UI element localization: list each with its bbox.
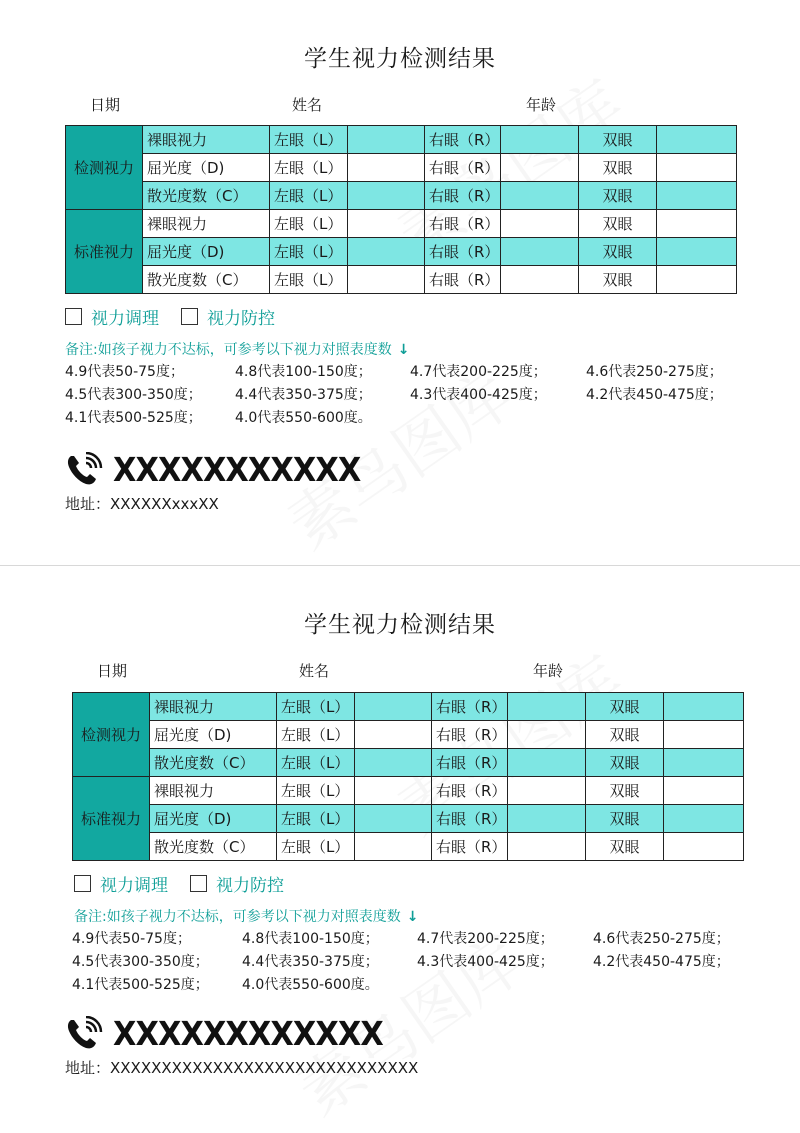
both-eyes-label: 双眼	[579, 126, 657, 154]
reference-item: 4.1代表500-525度；	[72, 977, 209, 993]
right-eye-value[interactable]	[501, 238, 579, 266]
reference-row	[65, 361, 745, 384]
right-eye-label: 右眼（R）	[425, 182, 501, 210]
both-eyes-label: 双眼	[586, 693, 664, 721]
right-eye-value[interactable]	[508, 777, 586, 805]
table-row	[73, 721, 744, 749]
left-eye-value[interactable]	[348, 266, 425, 294]
reference-row	[65, 407, 745, 430]
left-eye-label: 左眼（L）	[270, 266, 348, 294]
both-eyes-label: 双眼	[586, 805, 664, 833]
age-label: 年龄	[526, 96, 557, 114]
both-eyes-value[interactable]	[657, 182, 737, 210]
phone-number: XXXXXXXXXXX	[113, 450, 361, 489]
both-eyes-value[interactable]	[657, 238, 737, 266]
left-eye-label: 左眼（L）	[270, 210, 348, 238]
option-label: 视力防控	[207, 309, 275, 329]
right-eye-label: 右眼（R）	[432, 721, 508, 749]
address: 地址：XXXXXXxxxXX	[65, 495, 219, 513]
group-label-standard: 标准视力	[66, 210, 143, 294]
name-label: 姓名	[292, 96, 323, 114]
row-label: 散光度数（C）	[150, 749, 277, 777]
both-eyes-value[interactable]	[664, 721, 744, 749]
left-eye-label: 左眼（L）	[277, 693, 355, 721]
reference-row	[65, 384, 745, 407]
row-label: 裸眼视力	[143, 210, 270, 238]
reference-item: 4.9代表50-75度；	[72, 931, 191, 947]
table-row	[73, 805, 744, 833]
reference-item: 4.6代表250-275度；	[586, 364, 723, 380]
row-label: 屈光度（D)	[143, 238, 270, 266]
option-label: 视力防控	[216, 876, 284, 896]
row-label: 散光度数（C）	[150, 833, 277, 861]
checkbox[interactable]	[190, 875, 207, 892]
arrow-down-icon: ↓	[406, 909, 419, 925]
reference-item: 4.0代表550-600度。	[235, 410, 372, 426]
both-eyes-label: 双眼	[586, 749, 664, 777]
reference-list	[72, 928, 752, 997]
reference-list	[65, 361, 745, 430]
note-text: 备注:如孩子视力不达标，可参考以下视力对照表度数	[65, 342, 392, 358]
phone-icon	[65, 452, 105, 488]
left-eye-value[interactable]	[348, 126, 425, 154]
phone-icon	[65, 1016, 105, 1052]
reference-item: 4.8代表100-150度；	[235, 364, 372, 380]
reference-item: 4.4代表350-375度；	[235, 387, 372, 403]
both-eyes-value[interactable]	[664, 693, 744, 721]
left-eye-value[interactable]	[348, 238, 425, 266]
both-eyes-value[interactable]	[657, 266, 737, 294]
right-eye-label: 右眼（R）	[432, 749, 508, 777]
reference-item: 4.5代表300-350度；	[65, 387, 202, 403]
row-label: 屈光度（D)	[150, 805, 277, 833]
both-eyes-label: 双眼	[586, 777, 664, 805]
group-label-tested: 检测视力	[73, 693, 150, 777]
row-label: 裸眼视力	[150, 693, 277, 721]
row-label: 屈光度（D)	[143, 154, 270, 182]
reference-item: 4.3代表400-425度；	[417, 954, 554, 970]
right-eye-label: 右眼（R）	[432, 777, 508, 805]
group-label-tested: 检测视力	[66, 126, 143, 210]
table-row	[66, 210, 737, 238]
age-label: 年龄	[533, 662, 564, 680]
row-label: 裸眼视力	[150, 777, 277, 805]
arrow-down-icon: ↓	[397, 342, 410, 358]
checkbox[interactable]	[181, 308, 198, 325]
right-eye-label: 右眼（R）	[425, 154, 501, 182]
right-eye-value[interactable]	[508, 749, 586, 777]
option-label: 视力调理	[91, 309, 159, 329]
both-eyes-label: 双眼	[586, 833, 664, 861]
reference-item: 4.3代表400-425度；	[410, 387, 547, 403]
right-eye-value[interactable]	[501, 154, 579, 182]
both-eyes-label: 双眼	[579, 210, 657, 238]
report-title: 学生视力检测结果	[304, 612, 496, 638]
left-eye-value[interactable]	[355, 721, 432, 749]
right-eye-value[interactable]	[501, 266, 579, 294]
left-eye-label: 左眼（L）	[277, 749, 355, 777]
right-eye-value[interactable]	[508, 693, 586, 721]
right-eye-label: 右眼（R）	[432, 693, 508, 721]
reference-item: 4.2代表450-475度；	[586, 387, 723, 403]
left-eye-label: 左眼（L）	[270, 126, 348, 154]
phone-line	[65, 1014, 406, 1053]
reference-item: 4.6代表250-275度；	[593, 931, 730, 947]
left-eye-label: 左眼（L）	[277, 833, 355, 861]
right-eye-label: 右眼（R）	[425, 238, 501, 266]
table-row	[73, 833, 744, 861]
left-eye-value[interactable]	[355, 833, 432, 861]
group-label-standard: 标准视力	[73, 777, 150, 861]
right-eye-label: 右眼（R）	[425, 266, 501, 294]
row-label: 屈光度（D)	[150, 721, 277, 749]
both-eyes-value[interactable]	[657, 154, 737, 182]
options-row	[74, 871, 306, 896]
right-eye-value[interactable]	[501, 126, 579, 154]
left-eye-value[interactable]	[348, 210, 425, 238]
options-row	[65, 304, 297, 329]
both-eyes-label: 双眼	[579, 182, 657, 210]
right-eye-value[interactable]	[501, 210, 579, 238]
address: 地址：XXXXXXXXXXXXXXXXXXXXXXXXXXXXXX	[65, 1059, 419, 1077]
right-eye-label: 右眼（R）	[425, 210, 501, 238]
table-row	[66, 182, 737, 210]
both-eyes-label: 双眼	[579, 266, 657, 294]
table-row	[66, 238, 737, 266]
vision-table	[72, 692, 744, 861]
table-row	[66, 266, 737, 294]
left-eye-label: 左眼（L）	[277, 721, 355, 749]
table-row	[73, 749, 744, 777]
left-eye-value[interactable]	[348, 182, 425, 210]
date-label: 日期	[90, 96, 121, 114]
date-label: 日期	[97, 662, 128, 680]
reference-row	[72, 951, 752, 974]
left-eye-label: 左眼（L）	[270, 238, 348, 266]
both-eyes-value[interactable]	[664, 833, 744, 861]
reference-item: 4.1代表500-525度；	[65, 410, 202, 426]
both-eyes-label: 双眼	[586, 721, 664, 749]
reference-item: 4.7代表200-225度；	[410, 364, 547, 380]
note-line	[74, 906, 418, 926]
both-eyes-value[interactable]	[657, 126, 737, 154]
left-eye-value[interactable]	[355, 777, 432, 805]
reference-item: 4.8代表100-150度；	[242, 931, 379, 947]
left-eye-value[interactable]	[355, 693, 432, 721]
right-eye-value[interactable]	[501, 182, 579, 210]
both-eyes-label: 双眼	[579, 154, 657, 182]
reference-item: 4.5代表300-350度；	[72, 954, 209, 970]
reference-item: 4.9代表50-75度；	[65, 364, 184, 380]
both-eyes-value[interactable]	[664, 805, 744, 833]
phone-number: XXXXXXXXXXXX	[113, 1014, 383, 1053]
left-eye-label: 左眼（L）	[277, 805, 355, 833]
left-eye-label: 左眼（L）	[270, 182, 348, 210]
both-eyes-value[interactable]	[664, 777, 744, 805]
vision-report-card-1	[0, 0, 800, 566]
option-vision-prevention[interactable]	[181, 304, 275, 329]
row-label: 散光度数（C）	[143, 266, 270, 294]
reference-item: 4.4代表350-375度；	[242, 954, 379, 970]
both-eyes-value[interactable]	[657, 210, 737, 238]
note-line	[65, 339, 409, 359]
report-title: 学生视力检测结果	[304, 46, 496, 72]
row-label: 散光度数（C）	[143, 182, 270, 210]
checkbox[interactable]	[74, 875, 91, 892]
name-label: 姓名	[299, 662, 330, 680]
left-eye-value[interactable]	[355, 805, 432, 833]
option-vision-care[interactable]	[74, 871, 168, 896]
reference-row	[72, 974, 752, 997]
table-row	[73, 693, 744, 721]
table-row	[66, 126, 737, 154]
right-eye-value[interactable]	[508, 805, 586, 833]
left-eye-label: 左眼（L）	[277, 777, 355, 805]
right-eye-label: 右眼（R）	[432, 805, 508, 833]
right-eye-label: 右眼（R）	[425, 126, 501, 154]
left-eye-label: 左眼（L）	[270, 154, 348, 182]
table-row	[73, 777, 744, 805]
option-label: 视力调理	[100, 876, 168, 896]
phone-line	[65, 450, 382, 489]
reference-item: 4.0代表550-600度。	[242, 977, 379, 993]
right-eye-value[interactable]	[508, 721, 586, 749]
both-eyes-label: 双眼	[579, 238, 657, 266]
right-eye-label: 右眼（R）	[432, 833, 508, 861]
option-vision-care[interactable]	[65, 304, 159, 329]
checkbox[interactable]	[65, 308, 82, 325]
reference-item: 4.2代表450-475度；	[593, 954, 730, 970]
note-text: 备注:如孩子视力不达标，可参考以下视力对照表度数	[74, 909, 401, 925]
both-eyes-value[interactable]	[664, 749, 744, 777]
option-vision-prevention[interactable]	[190, 871, 284, 896]
table-row	[66, 154, 737, 182]
left-eye-value[interactable]	[355, 749, 432, 777]
vision-table	[65, 125, 737, 294]
vision-report-card-2	[0, 566, 800, 1132]
right-eye-value[interactable]	[508, 833, 586, 861]
left-eye-value[interactable]	[348, 154, 425, 182]
row-label: 裸眼视力	[143, 126, 270, 154]
reference-row	[72, 928, 752, 951]
reference-item: 4.7代表200-225度；	[417, 931, 554, 947]
